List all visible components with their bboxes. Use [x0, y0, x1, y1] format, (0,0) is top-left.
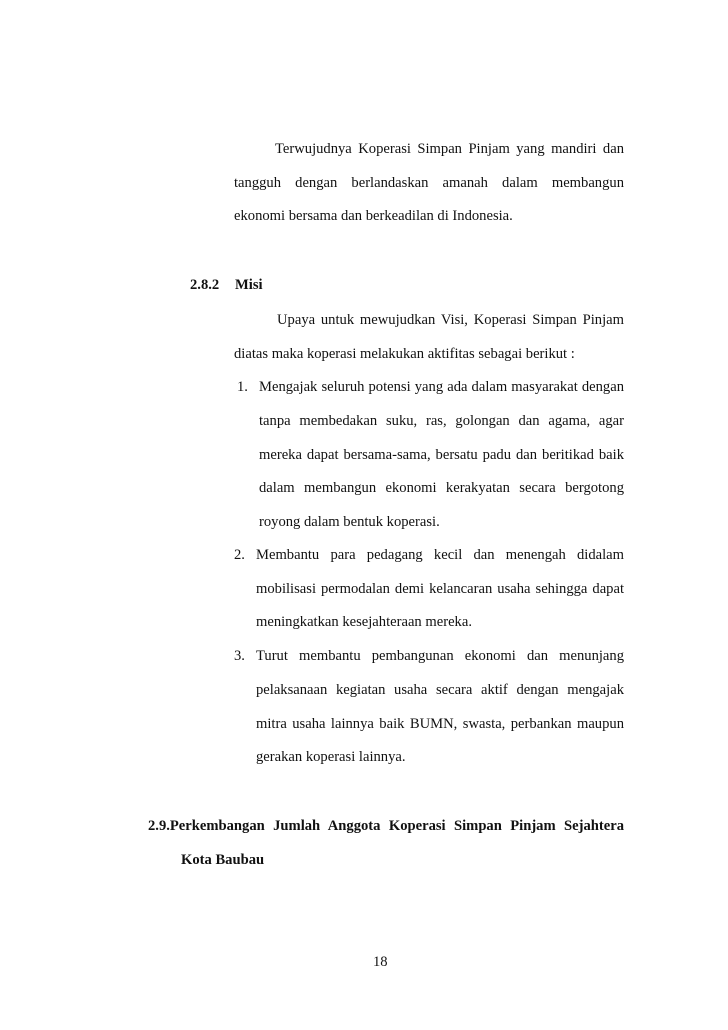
list-item-1-line-1: Mengajak seluruh potensi yang ada dalam masyarakat dengan — [259, 379, 624, 395]
visi-line-1: Terwujudnya Koperasi Simpan Pinjam yang mandiri dan — [275, 141, 624, 157]
misi-intro-line-2: diatas maka koperasi melakukan aktifitas sebagai berikut : — [234, 346, 575, 362]
list-marker-2: 2. — [234, 547, 245, 563]
section-2-9-heading-line-2: Kota Baubau — [181, 852, 265, 868]
list-item-1-line-3: mereka dapat bersama-sama, bersatu padu dan beritikad baik — [259, 447, 624, 463]
list-item-2-line-3: meningkatkan kesejahteraan mereka. — [256, 614, 472, 630]
list-item-1-line-2: tanpa membedakan suku, ras, golongan dan agama, agar — [259, 413, 624, 429]
misi-heading: Misi — [235, 277, 263, 293]
list-item-2-line-1: Membantu para pedagang kecil dan menengah didalam — [256, 547, 624, 563]
list-item-1-line-5: royong dalam bentuk koperasi. — [259, 514, 440, 530]
list-item-3-line-2: pelaksanaan kegiatan usaha secara aktif dengan mengajak — [256, 682, 624, 698]
misi-intro-line-1: Upaya untuk mewujudkan Visi, Koperasi Simpan Pinjam — [277, 312, 624, 328]
list-item-2-line-2: mobilisasi permodalan demi kelancaran usaha sehingga dapat — [256, 581, 624, 597]
visi-line-2: tangguh dengan berlandaskan amanah dalam membangun — [234, 175, 624, 191]
list-marker-1: 1. — [237, 379, 248, 395]
list-item-3-line-3: mitra usaha lainnya baik BUMN, swasta, perbankan maupun — [256, 716, 624, 732]
list-item-3-line-1: Turut membantu pembangunan ekonomi dan menunjang — [256, 648, 624, 664]
list-marker-3: 3. — [234, 648, 245, 664]
misi-section-number: 2.8.2 — [190, 277, 220, 293]
section-2-9-heading-line-1: 2.9.Perkembangan Jumlah Anggota Koperasi Simpan Pinjam Sejahtera — [148, 818, 624, 834]
list-item-3-line-4: gerakan koperasi lainnya. — [256, 749, 406, 765]
visi-line-3: ekonomi bersama dan berkeadilan di Indonesia. — [234, 208, 513, 224]
page-number: 18 — [373, 954, 388, 970]
list-item-1-line-4: dalam membangun ekonomi kerakyatan secara bergotong — [259, 480, 624, 496]
